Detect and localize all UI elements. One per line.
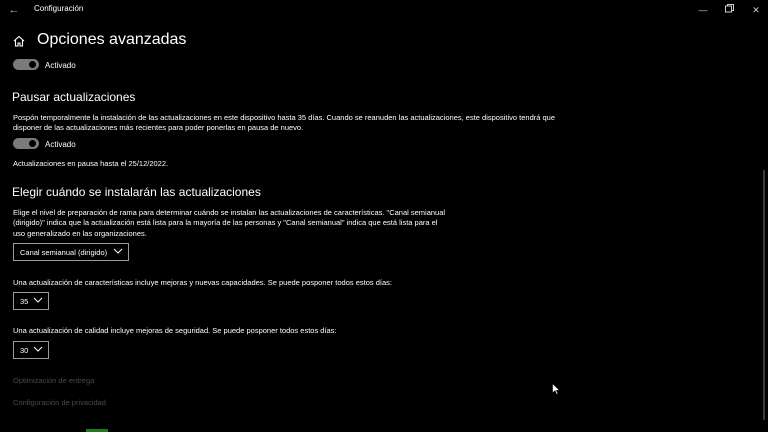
quality-days-dropdown[interactable]: 30	[13, 341, 49, 359]
feature-days-dropdown[interactable]: 35	[13, 292, 49, 310]
pause-heading: Pausar actualizaciones	[12, 90, 136, 104]
mouse-cursor-icon	[552, 383, 560, 395]
pause-description: Pospón temporalmente la instalación de las actualizaciones en este dispositivo hasta 35 días. Cuando se reanuden las actualizaciones, este dispositivo tendrá que disponer de las actualizaciones más recientes para poder ponerlas en pausa de nuevo.	[13, 113, 556, 133]
chevron-down-icon	[33, 296, 43, 304]
pause-status: Actualizaciones en pausa hasta el 25/12/2022.	[13, 159, 169, 168]
chevron-down-icon	[33, 345, 43, 353]
pause-toggle-label: Activado	[45, 140, 76, 149]
title-bar	[0, 0, 768, 20]
channel-description: Elige el nivel de preparación de rama para determinar cuándo se instalan las actualizaciones de características. "Canal semianual (dirigido)" indica que la actualización está lista para la mayoría de las personas y "Canal semianual" indica que está lista para el uso generalizado en las organizaciones.	[13, 208, 446, 238]
back-arrow-icon[interactable]: ←	[8, 4, 20, 16]
home-icon[interactable]	[12, 34, 26, 48]
delivery-optimization-link[interactable]: Optimización de entrega	[13, 376, 95, 385]
privacy-settings-link[interactable]: Configuración de privacidad	[13, 398, 106, 407]
when-heading: Elegir cuándo se instalarán las actualizaciones	[12, 185, 261, 199]
page-title: Opciones avanzadas	[37, 31, 187, 48]
chevron-down-icon	[113, 247, 123, 255]
minimize-icon[interactable]: —	[698, 5, 708, 15]
quality-days-label: Una actualización de calidad incluye mejoras de seguridad. Se puede posponer todos estos días:	[13, 326, 337, 335]
maximize-icon[interactable]	[721, 3, 737, 17]
window-title: Configuración	[34, 4, 84, 13]
close-icon[interactable]: ✕	[752, 5, 760, 15]
pause-toggle-switch[interactable]	[13, 138, 39, 149]
channel-dropdown[interactable]: Canal semianual (dirigido)	[13, 243, 129, 261]
top-toggle-switch[interactable]	[13, 59, 39, 70]
top-toggle-label: Activado	[45, 61, 76, 70]
scrollbar[interactable]	[763, 170, 765, 420]
feature-days-label: Una actualización de características incluye mejoras y nuevas capacidades. Se puede posponer todos estos días:	[13, 278, 392, 287]
